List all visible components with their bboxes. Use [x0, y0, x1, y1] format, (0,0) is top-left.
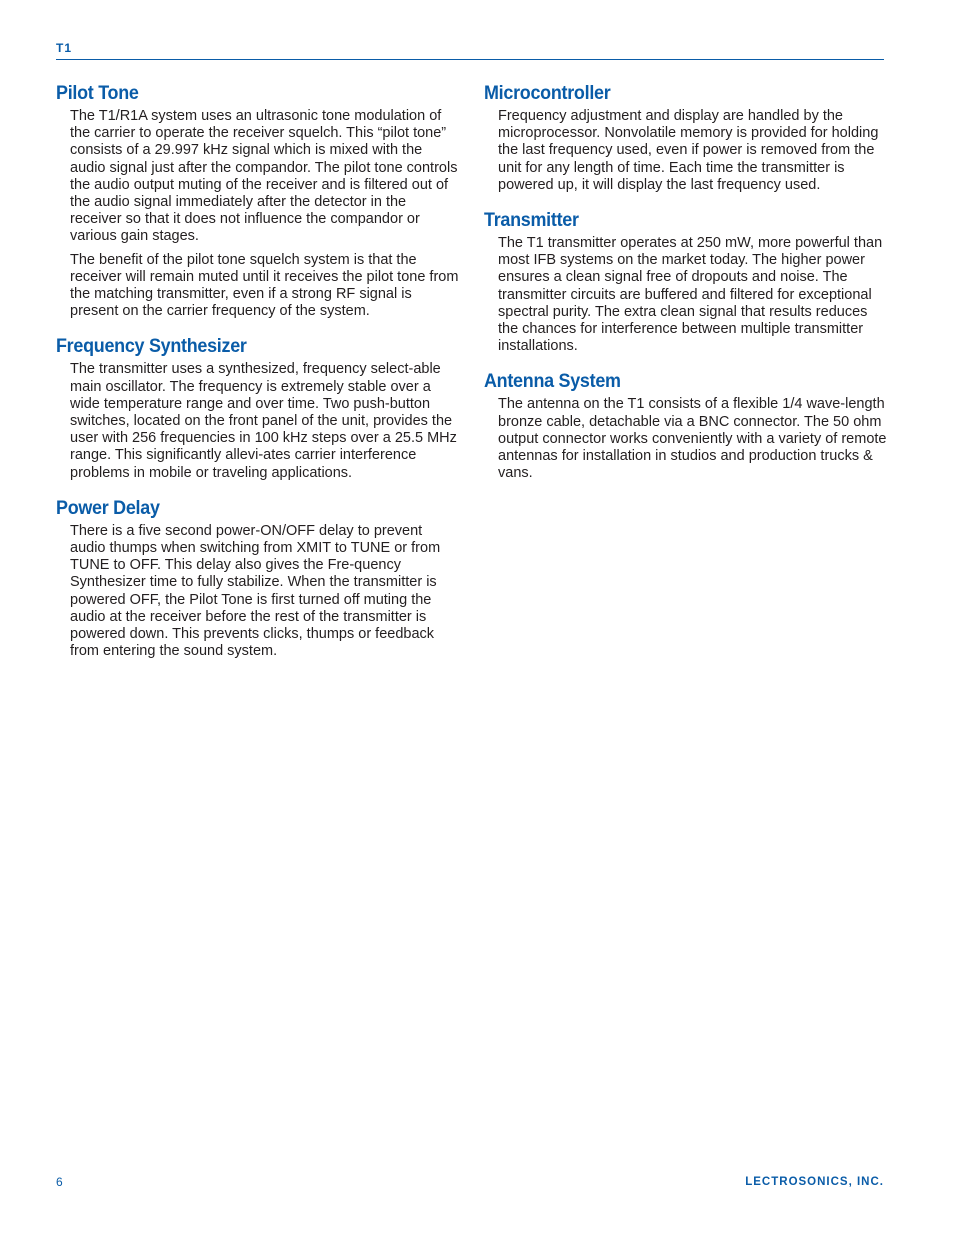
company-name: LECTROSONICS, INC. [745, 1176, 884, 1188]
running-header: T1 [56, 41, 73, 55]
section-paragraph: The T1/R1A system uses an ultrasonic tone modulation of the carrier to operate the receiver squelch. This “pilot tone” consists of a 29.997 kHz signal which is mixed with the audio signal just after the compandor. The pilot tone controls the audio output muting of the receiver and is filtered out of the audio signal immediately after the detector in the receiver so that it does not influence the compandor or various gain stages. [70, 108, 458, 245]
section-paragraph: The T1 transmitter operates at 250 mW, more powerful than most IFB systems on the market today. The higher power ensures a clean signal free of dropouts and noise. The transmitter circuits are buffered and filtered for exceptional spectral purity. The extra clean signal that results reduces the chances for interference between multiple transmitter installations. [498, 235, 883, 355]
section-paragraph: The antenna on the T1 consists of a flexible 1/4 wave-length bronze cable, detachable via a BNC connector. The 50 ohm output connector works conveniently with a variety of remote antennas for installation in studios and production trucks & vans. [498, 396, 887, 482]
page-number: 6 [56, 1175, 63, 1189]
section-heading: Microcontroller [484, 82, 611, 104]
section-microcontroller [484, 80, 889, 194]
header-rule [56, 59, 884, 60]
section-heading: Pilot Tone [56, 82, 139, 104]
section-paragraph: There is a five second power-ON/OFF delay to prevent audio thumps when switching from XMIT to TUNE or from TUNE to OFF. This delay also gives the Fre-quency Synthesizer time to fully stabilize. When the transmitter is powered OFF, the Pilot Tone is first turned off muting the audio at the receiver before the rest of the transmitter is powered down. This prevents clicks, thumps or feedback from entering the sound system. [70, 522, 441, 660]
section-frequency-synthesizer [56, 333, 461, 481]
section-paragraph: The benefit of the pilot tone squelch system is that the receiver will remain muted until it receives the pilot tone from the matching transmitter, even if a strong RF signal is present on the carrier frequency of the system. [70, 251, 459, 320]
section-paragraph: The transmitter uses a synthesized, frequency select-able main oscillator. The frequency is extremely stable over a wide temperature range and over time. Two push-button switches, located on the front panel of the unit, provides the user with 256 frequencies in 100 kHz steps over a 25.5 MHz range. This significantly allevi-ates carrier interference problems in mobile or traveling applications. [70, 361, 457, 481]
section-transmitter [484, 207, 889, 355]
section-heading: Antenna System [484, 370, 621, 393]
right-column [484, 80, 889, 495]
section-antenna-system [484, 368, 889, 482]
section-heading: Frequency Synthesizer [56, 335, 247, 358]
section-power-delay [56, 495, 461, 661]
section-pilot-tone [56, 80, 461, 320]
left-column [56, 80, 461, 673]
section-heading: Power Delay [56, 496, 160, 519]
section-heading: Transmitter [484, 209, 579, 232]
section-paragraph: Frequency adjustment and display are handled by the microprocessor. Nonvolatile memory is provided for holding the last frequency used, even if power is removed from the unit for any length of time. Each time the transmitter is powered up, it will display the last frequency used. [498, 108, 879, 193]
